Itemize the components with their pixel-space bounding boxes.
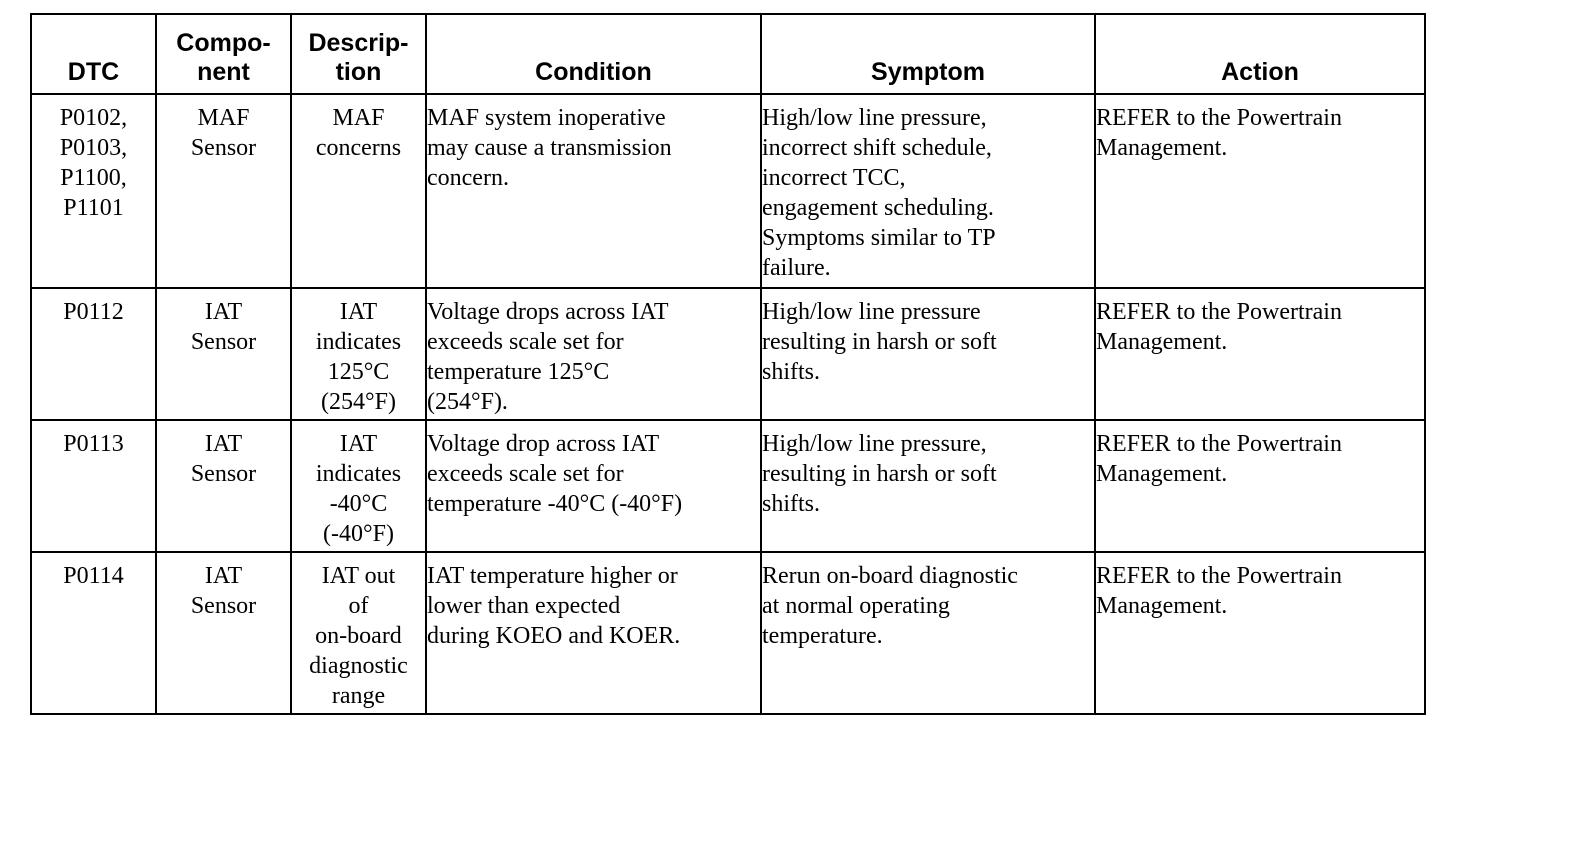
cell-text-line: Management. xyxy=(1096,329,1228,355)
cell-text-line: (-40°F) xyxy=(323,521,394,547)
cell-text-line: Condition xyxy=(535,58,652,86)
cell-text-line: Management. xyxy=(1096,461,1228,487)
cell-text-line: resulting in harsh or soft xyxy=(762,329,997,355)
action-cell xyxy=(1095,420,1425,552)
cell-text-line: REFER to the Powertrain xyxy=(1096,299,1342,325)
cell-text-line: Descrip- xyxy=(308,29,409,57)
cell-text-line: MAF xyxy=(197,105,250,131)
symptom-cell xyxy=(761,552,1095,714)
header-symptom xyxy=(761,14,1095,94)
component-cell xyxy=(156,94,291,288)
table-row xyxy=(31,288,1425,420)
cell-text-line: Management. xyxy=(1096,593,1228,619)
component-cell xyxy=(156,288,291,420)
cell-text-line: diagnostic xyxy=(309,653,408,679)
cell-text-line: P0102, xyxy=(59,105,128,131)
cell-text-line: MAF xyxy=(332,105,385,131)
symptom-cell xyxy=(761,288,1095,420)
cell-text-line: Voltage drops across IAT xyxy=(427,299,669,325)
cell-text-line: lower than expected xyxy=(427,593,621,619)
header-condition xyxy=(426,14,761,94)
cell-text-line: exceeds scale set for xyxy=(427,461,624,487)
cell-text-line: concerns xyxy=(315,135,402,161)
cell-text-line: at normal operating xyxy=(762,593,950,619)
component-cell xyxy=(156,420,291,552)
cell-text-line: IAT out xyxy=(321,563,396,589)
header-description xyxy=(291,14,426,94)
header-row xyxy=(31,14,1425,94)
cell-text-line: P1101 xyxy=(63,195,124,221)
cell-text-line: P1100, xyxy=(60,165,127,191)
dtc-table xyxy=(30,13,1426,715)
cell-text-line: Sensor xyxy=(190,135,257,161)
cell-text-line: may cause a transmission xyxy=(427,135,672,161)
cell-text-line: tion xyxy=(335,58,382,86)
cell-text-line: on-board xyxy=(315,623,402,649)
cell-text-line: (254°F) xyxy=(321,389,396,415)
cell-text-line: Compo- xyxy=(176,29,271,57)
cell-text-line: High/low line pressure, xyxy=(762,105,987,131)
dtc-cell xyxy=(31,288,156,420)
condition-cell xyxy=(426,552,761,714)
cell-text-line: Action xyxy=(1221,58,1299,86)
cell-text-line: Sensor xyxy=(190,461,257,487)
cell-text-line: Sensor xyxy=(190,593,257,619)
header-component xyxy=(156,14,291,94)
cell-text-line: P0103, xyxy=(59,135,128,161)
cell-text-line: temperature. xyxy=(762,623,883,649)
dtc-cell xyxy=(31,94,156,288)
cell-text-line: resulting in harsh or soft xyxy=(762,461,997,487)
cell-text-line: -40°C xyxy=(329,491,388,517)
cell-text-line: shifts. xyxy=(762,359,821,385)
cell-text-line: temperature -40°C (-40°F) xyxy=(427,491,683,517)
description-cell xyxy=(291,288,426,420)
cell-text-line: DTC xyxy=(67,58,120,86)
table-row xyxy=(31,420,1425,552)
condition-cell xyxy=(426,94,761,288)
cell-text-line: range xyxy=(331,683,386,709)
cell-text-line: exceeds scale set for xyxy=(427,329,624,355)
cell-text-line: (254°F). xyxy=(427,389,508,415)
cell-text-line: Sensor xyxy=(190,329,257,355)
cell-text-line: incorrect shift schedule, xyxy=(762,135,992,161)
cell-text-line: REFER to the Powertrain xyxy=(1096,431,1342,457)
cell-text-line: nent xyxy=(197,58,250,86)
condition-cell xyxy=(426,288,761,420)
cell-text-line: IAT xyxy=(339,431,378,457)
cell-text-line: REFER to the Powertrain xyxy=(1096,105,1342,131)
action-cell xyxy=(1095,288,1425,420)
cell-text-line: P0114 xyxy=(63,563,124,589)
symptom-cell xyxy=(761,420,1095,552)
condition-cell xyxy=(426,420,761,552)
action-cell xyxy=(1095,552,1425,714)
description-cell xyxy=(291,94,426,288)
cell-text-line: Symptom xyxy=(871,58,985,86)
cell-text-line: of xyxy=(348,593,369,619)
cell-text-line: IAT xyxy=(204,299,243,325)
dtc-cell xyxy=(31,552,156,714)
header-action xyxy=(1095,14,1425,94)
cell-text-line: REFER to the Powertrain xyxy=(1096,563,1342,589)
cell-text-line: indicates xyxy=(315,461,402,487)
cell-text-line: shifts. xyxy=(762,491,821,517)
cell-text-line: IAT xyxy=(204,563,243,589)
cell-text-line: concern. xyxy=(427,165,509,191)
component-cell xyxy=(156,552,291,714)
cell-text-line: High/low line pressure xyxy=(762,299,981,325)
cell-text-line: engagement scheduling. xyxy=(762,195,994,221)
cell-text-line: during KOEO and KOER. xyxy=(427,623,681,649)
cell-text-line: IAT xyxy=(204,431,243,457)
cell-text-line: temperature 125°C xyxy=(427,359,610,385)
cell-text-line: P0113 xyxy=(63,431,124,457)
cell-text-line: P0112 xyxy=(63,299,124,325)
dtc-cell xyxy=(31,420,156,552)
cell-text-line: 125°C xyxy=(327,359,390,385)
table-row xyxy=(31,552,1425,714)
cell-text-line: High/low line pressure, xyxy=(762,431,987,457)
cell-text-line: Rerun on-board diagnostic xyxy=(762,563,1018,589)
cell-text-line: MAF system inoperative xyxy=(427,105,666,131)
cell-text-line: failure. xyxy=(762,255,831,281)
table-row xyxy=(31,94,1425,288)
cell-text-line: Management. xyxy=(1096,135,1228,161)
cell-text-line: indicates xyxy=(315,329,402,355)
cell-text-line: IAT xyxy=(339,299,378,325)
cell-text-line: Voltage drop across IAT xyxy=(427,431,660,457)
cell-text-line: IAT temperature higher or xyxy=(427,563,678,589)
cell-text-line: incorrect TCC, xyxy=(762,165,906,191)
symptom-cell xyxy=(761,94,1095,288)
description-cell xyxy=(291,420,426,552)
action-cell xyxy=(1095,94,1425,288)
description-cell xyxy=(291,552,426,714)
header-dtc xyxy=(31,14,156,94)
cell-text-line: Symptoms similar to TP xyxy=(762,225,996,251)
